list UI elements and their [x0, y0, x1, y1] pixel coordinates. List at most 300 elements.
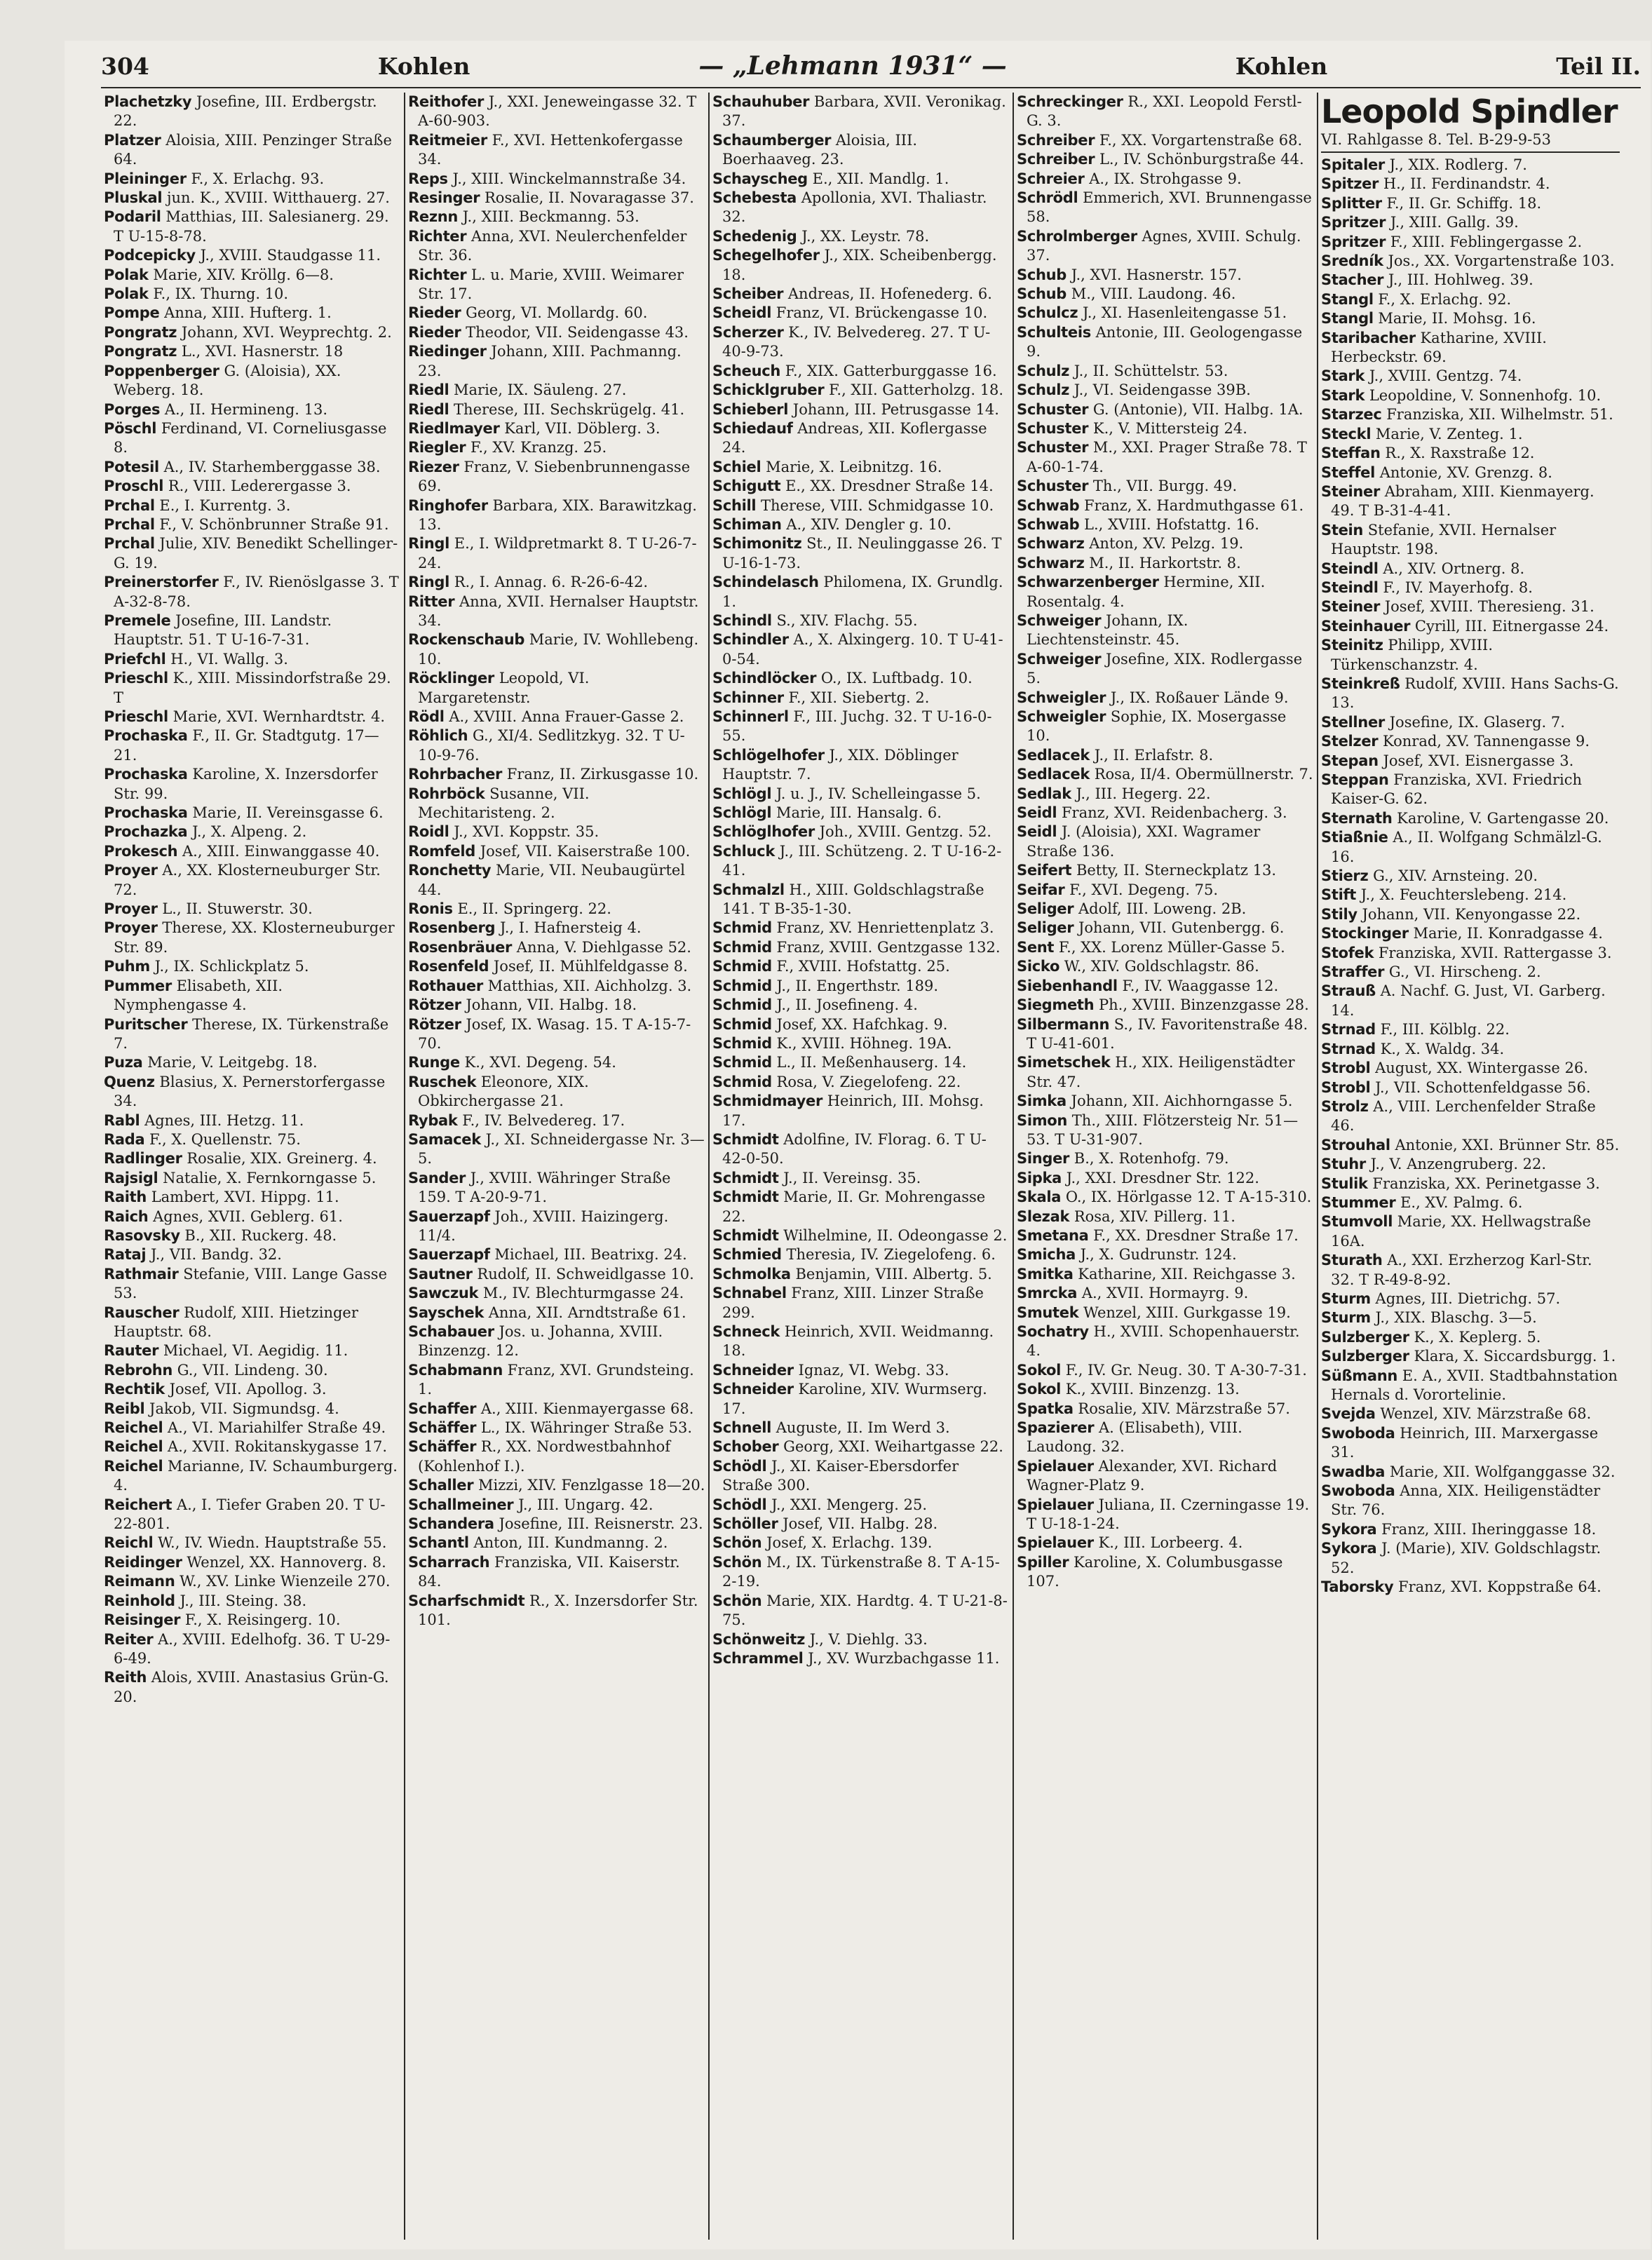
entry-details: Marie, XIV. Kröllg. 6—8.: [153, 266, 334, 283]
directory-entry: [104, 1053, 401, 1072]
directory-entry: [408, 381, 705, 400]
directory-entry: [1321, 233, 1620, 252]
directory-entry: [104, 458, 401, 477]
entry-surname: Smrcka: [1017, 1285, 1078, 1302]
entry-details: Philipp, XVIII. Türkenschanzstr. 4.: [1331, 637, 1494, 673]
directory-entry: [1321, 1020, 1620, 1039]
directory-entry: [408, 1073, 705, 1111]
directory-entry: [1321, 309, 1620, 328]
entry-details: Josef, VII. Apollog. 3.: [169, 1381, 327, 1398]
entry-details: Karoline, X. Inzersdorfer Str. 99.: [114, 766, 378, 802]
entry-surname: Schmidt: [712, 1189, 779, 1206]
entry-details: A., IX. Strohgasse 9.: [1089, 170, 1242, 187]
entry-surname: Seifert: [1017, 862, 1072, 879]
entry-surname: Schweigler: [1017, 708, 1106, 725]
entry-details: Hermine, XII. Rosentalg. 4.: [1027, 574, 1266, 610]
entry-details: W., XIV. Goldschlagstr. 86.: [1064, 958, 1259, 975]
directory-page: [65, 41, 1651, 2249]
directory-entry: [1017, 266, 1314, 285]
directory-entry: [104, 400, 401, 419]
directory-entry: [712, 534, 1010, 573]
entry-surname: Runge: [408, 1054, 460, 1071]
entry-surname: Ringl: [408, 535, 450, 553]
entry-surname: Reinhold: [104, 1592, 175, 1609]
entry-details: A., XVII. Hormayrg. 9.: [1081, 1285, 1249, 1302]
entry-surname: Schreier: [1017, 170, 1085, 187]
entry-surname: Ronchetty: [408, 862, 492, 879]
directory-entry: [408, 534, 705, 573]
entry-surname: Simka: [1017, 1092, 1067, 1110]
entry-surname: Pompe: [104, 304, 160, 322]
directory-entry: [1017, 785, 1314, 804]
directory-entry: [408, 861, 705, 900]
entry-surname: Strobl: [1321, 1060, 1371, 1077]
directory-entry: [408, 266, 705, 304]
directory-entry: [1321, 482, 1620, 521]
entry-surname: Sipka: [1017, 1169, 1062, 1186]
entry-details: F., III. Kölblg. 22.: [1380, 1021, 1510, 1038]
entry-surname: Schuster: [1017, 400, 1089, 418]
entry-surname: Röhlich: [408, 727, 468, 745]
directory-entry: [408, 342, 705, 381]
entry-details: Barbara, XVII. Veronikag. 37.: [722, 93, 1006, 130]
column-1: [101, 93, 405, 2240]
entry-details: Benjamin, VIII. Albertg. 5.: [795, 1265, 992, 1283]
directory-entry: [1321, 1520, 1620, 1539]
entry-surname: Reithofer: [408, 93, 485, 110]
entry-surname: Schallmeiner: [408, 1496, 514, 1513]
directory-entry: [1017, 304, 1314, 323]
entry-surname: Skala: [1017, 1189, 1062, 1206]
entry-surname: Schuster: [1017, 439, 1089, 456]
directory-entry: [1017, 804, 1314, 823]
entry-surname: Sicko: [1017, 958, 1060, 975]
column-5: [1318, 93, 1623, 2240]
directory-entry: [104, 419, 401, 458]
directory-entry: [1321, 1040, 1620, 1059]
directory-entry: [1321, 386, 1620, 405]
directory-entry: [1017, 1207, 1314, 1226]
entry-details: A. Nachf. G. Just, VI. Garberg. 14.: [1331, 982, 1606, 1019]
entry-details: E., I. Wildpretmarkt 8. T U-26-7-24.: [418, 535, 697, 571]
entry-details: Th., XIII. Flötzersteig Nr. 51—53. T U-31-907.: [1027, 1111, 1299, 1148]
entry-surname: Schmid: [712, 1054, 772, 1071]
entry-surname: Schimonitz: [712, 535, 802, 553]
directory-entry: [1017, 1322, 1314, 1361]
entry-details: L., II. Stuwerstr. 30.: [162, 900, 313, 918]
directory-entry: [712, 957, 1010, 976]
entry-details: B., X. Rotenhofg. 79.: [1074, 1150, 1229, 1168]
entry-surname: Rebrohn: [104, 1361, 173, 1379]
directory-entry: [1017, 534, 1314, 553]
directory-entry: [1017, 1169, 1314, 1188]
entry-surname: Sauerzapf: [408, 1246, 490, 1264]
directory-entry: [1321, 675, 1620, 713]
entry-details: Alexander, XVI. Richard Wagner-Platz 9.: [1027, 1457, 1278, 1494]
directory-entry: [1017, 919, 1314, 938]
entry-details: Antonie, XV. Grenzg. 8.: [1379, 463, 1552, 481]
entry-details: Karoline, X. Columbusgasse 107.: [1027, 1553, 1283, 1590]
center-running-title: — „Lehmann 1931“ —: [698, 51, 1007, 81]
directory-entry: [408, 1553, 705, 1592]
entry-details: Rosalie, XIV. Märzstraße 57.: [1078, 1400, 1290, 1417]
directory-entry: [104, 1169, 401, 1188]
entry-details: K., XVIII. Binzenzg. 13.: [1065, 1381, 1240, 1398]
entry-details: Julie, XIV. Benedikt Schellinger-G. 19.: [114, 535, 398, 571]
entry-surname: Starzec: [1321, 406, 1382, 424]
directory-entry: [1321, 425, 1620, 444]
entry-details: R., I. Annag. 6. R-26-6-42.: [454, 574, 649, 591]
directory-entry: [1321, 713, 1620, 732]
entry-details: H., II. Ferdinandstr. 4.: [1383, 175, 1550, 193]
directory-entry: [408, 1437, 705, 1476]
directory-entry: [104, 1437, 401, 1456]
entry-details: J., XVIII. Währinger Straße 159. T A-20-9-71.: [418, 1169, 671, 1206]
entry-surname: Schrödl: [1017, 189, 1078, 207]
entry-surname: Schaumberger: [712, 131, 832, 149]
entry-details: L., IX. Währinger Straße 53.: [480, 1419, 693, 1437]
entry-details: J., V. Anzengruberg. 22.: [1370, 1156, 1547, 1173]
entry-surname: Radlinger: [104, 1150, 182, 1168]
entry-details: Franz, XVIII. Gentzgasse 132.: [776, 938, 1001, 956]
directory-entry: [1321, 963, 1620, 982]
directory-entry: [104, 957, 401, 976]
entry-surname: Steindl: [1321, 578, 1379, 596]
directory-entry: [712, 419, 1010, 458]
entry-surname: Rödl: [408, 708, 445, 725]
entry-details: Antonie, III. Geologengasse 9.: [1027, 323, 1303, 360]
entry-details: K., XVI. Degeng. 54.: [464, 1054, 616, 1071]
entry-details: J., XIII. Beckmanng. 53.: [462, 208, 639, 226]
directory-entry: [1321, 194, 1620, 213]
entry-surname: Reichel: [104, 1419, 163, 1437]
column-4: [1014, 93, 1318, 2240]
entry-surname: Schödl: [712, 1457, 767, 1475]
directory-entry: [104, 1380, 401, 1399]
directory-entry: [712, 170, 1010, 189]
entry-details: Therese, IX. Türkenstraße 7.: [114, 1015, 389, 1052]
directory-entry: [712, 1437, 1010, 1456]
directory-entry: [1017, 1245, 1314, 1264]
entry-details: Anna, XVII. Hernalser Hauptstr. 34.: [418, 593, 699, 629]
entry-details: Rosalie, II. Novaragasse 37.: [484, 189, 694, 207]
entry-surname: Steinkreß: [1321, 675, 1400, 692]
entry-details: Adolfine, IV. Florag. 6. T U-42-0-50.: [722, 1130, 987, 1168]
directory-entry: [1321, 1155, 1620, 1174]
entry-surname: Rabl: [104, 1111, 140, 1129]
entry-details: F., XII. Siebertg. 2.: [788, 689, 930, 706]
entry-surname: Puritscher: [104, 1015, 188, 1033]
entry-surname: Splitter: [1321, 194, 1382, 212]
directory-entry: [712, 515, 1010, 534]
entry-surname: Schnabel: [712, 1285, 787, 1302]
entry-details: F., XVIII. Hofstattg. 25.: [776, 958, 950, 975]
entry-surname: Silbermann: [1017, 1015, 1110, 1033]
directory-entry: [408, 1130, 705, 1169]
entry-details: Josef, VII. Kaiserstraße 100.: [480, 842, 691, 860]
directory-entry: [1017, 419, 1314, 438]
entry-details: R., X. Inzersdorfer Str. 101.: [418, 1592, 698, 1629]
entry-surname: Priefchl: [104, 650, 166, 668]
entry-details: Susanne, VII. Mechitaristeng. 2.: [418, 785, 590, 822]
entry-surname: Schmidt: [712, 1226, 779, 1244]
directory-entry: [1017, 515, 1314, 534]
entry-surname: Schebesta: [712, 189, 797, 207]
entry-details: A., XIV. Ortnerg. 8.: [1383, 560, 1525, 577]
directory-entry: [712, 630, 1010, 669]
entry-surname: Schweiger: [1017, 650, 1102, 668]
entry-surname: Schwarz: [1017, 535, 1085, 553]
entry-details: K., IV. Belvedereg. 27. T U-40-9-73.: [722, 323, 991, 360]
entry-details: M., XXI. Prager Straße 78. T A-60-1-74.: [1027, 439, 1307, 475]
entry-surname: Schindlöcker: [712, 670, 817, 687]
entry-surname: Schnell: [712, 1419, 772, 1437]
entry-surname: Prokesch: [104, 842, 178, 860]
directory-entry: [104, 1073, 401, 1111]
entry-details: Josef, IX. Wasag. 15. T A-15-7-70.: [418, 1015, 691, 1052]
page-header: [101, 45, 1641, 88]
entry-surname: Schmid: [712, 919, 772, 937]
entry-surname: Rosenberg: [408, 919, 496, 937]
entry-surname: Schulz: [1017, 381, 1070, 399]
directory-entry: [1017, 170, 1314, 189]
entry-details: Johann, III. Petrusgasse 14.: [792, 400, 999, 418]
entry-details: A., II. Hermineng. 13.: [164, 400, 328, 418]
entry-surname: Stily: [1321, 905, 1358, 923]
entry-surname: Spitzer: [1321, 175, 1379, 193]
entry-surname: Riedlmayer: [408, 419, 500, 437]
directory-entry: [408, 227, 705, 266]
directory-entry: [712, 227, 1010, 246]
directory-entry: [408, 419, 705, 438]
entry-details: F., V. Schönbrunner Straße 91.: [159, 515, 389, 533]
directory-entry: [1017, 438, 1314, 477]
directory-entry: [408, 765, 705, 784]
entry-details: Andreas, XII. Koflergasse 24.: [722, 419, 987, 456]
entry-details: J., XIX. Scheibenbergg. 18.: [722, 247, 997, 283]
entry-details: J., VII. Bandg. 32.: [150, 1246, 282, 1264]
entry-details: G., VII. Lindeng. 30.: [177, 1361, 328, 1379]
entry-details: Philomena, IX. Grundlg. 1.: [722, 574, 1003, 610]
entry-details: Natalie, X. Fernkorngasse 5.: [163, 1169, 377, 1186]
entry-surname: Proyer: [104, 919, 158, 937]
directory-entry: [712, 938, 1010, 957]
directory-entry: [408, 573, 705, 592]
entry-details: J., XXI. Dresdner Str. 122.: [1066, 1169, 1259, 1186]
entry-surname: Schlögl: [712, 804, 772, 822]
entry-details: F., IV. Waaggasse 12.: [1122, 977, 1279, 994]
directory-entry: [712, 1496, 1010, 1515]
directory-entry: [104, 977, 401, 1015]
directory-entry: [104, 1668, 401, 1707]
entry-details: Agnes, III. Hetzg. 11.: [144, 1111, 304, 1129]
directory-entry: [1321, 156, 1620, 175]
entry-details: Johann, VII. Halbg. 18.: [466, 996, 637, 1014]
entry-details: L., XVI. Hasnerstr. 18: [181, 343, 344, 360]
entry-surname: Prochaska: [104, 727, 188, 745]
directory-entry: [1321, 1539, 1620, 1578]
entry-details: Rudolf, XVIII. Hans Sachs-G. 13.: [1331, 675, 1619, 712]
directory-entry: [1321, 1328, 1620, 1347]
entry-details: Cyrill, III. Eitnergasse 24.: [1414, 617, 1609, 635]
directory-entry: [1321, 213, 1620, 232]
entry-surname: Preinerstorfer: [104, 574, 219, 591]
entry-surname: Rybak: [408, 1111, 458, 1129]
entry-surname: Schön: [712, 1553, 762, 1571]
entry-details: J., XXI. Jeneweingasse 32. T A-60-903.: [418, 93, 697, 130]
entry-surname: Stangl: [1321, 290, 1374, 308]
entry-surname: Schayscheg: [712, 170, 808, 187]
entry-surname: Spritzer: [1321, 214, 1386, 231]
entry-details: Josef, VII. Halbg. 28.: [783, 1515, 938, 1533]
directory-entry: [1321, 771, 1620, 809]
entry-surname: Schulz: [1017, 362, 1070, 379]
entry-surname: Rockenschaub: [408, 631, 525, 649]
directory-entry: [1017, 150, 1314, 169]
directory-entry: [408, 208, 705, 226]
directory-entry: [712, 1130, 1010, 1169]
entry-details: Elisabeth, XII. Nymphengasse 4.: [114, 977, 283, 1014]
entry-details: Heinrich, XVII. Weidmanng. 18.: [722, 1323, 994, 1360]
directory-entry: [1017, 1380, 1314, 1399]
entry-details: F., XIX. Gatterburggasse 16.: [785, 362, 997, 379]
directory-entry: [104, 1130, 401, 1149]
directory-entry: [104, 1015, 401, 1054]
entry-surname: Riedl: [408, 400, 449, 418]
directory-entry: [104, 323, 401, 342]
entry-surname: Reiter: [104, 1630, 154, 1648]
directory-entry: [104, 189, 401, 208]
entry-surname: Strnad: [1321, 1040, 1376, 1057]
directory-entry: [712, 1419, 1010, 1437]
entry-surname: Taborsky: [1321, 1578, 1394, 1596]
entry-details: Franziska, XII. Wilhelmstr. 51.: [1386, 406, 1613, 424]
directory-entry: [408, 1265, 705, 1284]
entry-details: Marie, XII. Wolfganggasse 32.: [1389, 1463, 1616, 1480]
entry-details: J., XIII. Winckelmannstraße 34.: [452, 170, 686, 187]
entry-surname: Schabauer: [408, 1323, 494, 1340]
entry-surname: Steindl: [1321, 560, 1379, 577]
directory-entry: [1321, 1059, 1620, 1078]
entry-details: Marie, V. Leitgebg. 18.: [147, 1054, 318, 1071]
directory-entry: [104, 1245, 401, 1264]
entry-surname: Schmid: [712, 996, 772, 1014]
entry-details: K., XIII. Missindorfstraße 29. T: [114, 670, 391, 706]
column-2: [405, 93, 710, 2240]
entry-surname: Schober: [712, 1438, 779, 1456]
entry-details: J. (Aloisia), XXI. Wagramer Straße 136.: [1027, 823, 1261, 860]
entry-details: Andreas, II. Hofenederg. 6.: [787, 285, 992, 303]
entry-details: F., XIII. Feblingergasse 2.: [1390, 233, 1583, 250]
entry-details: R., VIII. Lederergasse 3.: [168, 478, 351, 495]
entry-details: Abraham, XIII. Kienmayerg. 49. T B-31-4-41.: [1331, 482, 1595, 520]
entry-surname: Sawczuk: [408, 1285, 479, 1302]
entry-surname: Stiaßnie: [1321, 829, 1388, 846]
entry-surname: Stumvoll: [1321, 1213, 1393, 1231]
directory-entry: [1017, 1304, 1314, 1322]
directory-entry: [1017, 381, 1314, 400]
entry-surname: Schub: [1017, 285, 1067, 303]
entry-details: Leopold, VI. Margaretenstr.: [418, 670, 590, 706]
entry-surname: Schindl: [712, 611, 772, 629]
entry-surname: Rajsigl: [104, 1169, 158, 1186]
entry-surname: Sedlak: [1017, 785, 1071, 802]
entry-surname: Schiedauf: [712, 419, 793, 437]
entry-details: F., XX. Vorgartenstraße 68.: [1099, 131, 1303, 149]
entry-details: A., IV. Starhemberggasse 38.: [163, 458, 381, 475]
directory-entry: [1017, 1111, 1314, 1150]
directory-entry: [104, 804, 401, 823]
directory-entry: [1321, 252, 1620, 271]
directory-entry: [1321, 367, 1620, 386]
directory-entry: [712, 1534, 1010, 1552]
entry-surname: Spazierer: [1017, 1419, 1095, 1437]
entry-details: L. u. Marie, XVIII. Weimarer Str. 17.: [418, 266, 684, 303]
entry-surname: Ritter: [408, 593, 455, 610]
entry-details: Anna, XVI. Neulerchenfelder Str. 36.: [418, 227, 687, 264]
entry-details: E., XII. Mandlg. 1.: [812, 170, 949, 187]
directory-entry: [408, 304, 705, 323]
directory-entry: [408, 977, 705, 996]
entry-details: O., IX. Hörlgasse 12. T A-15-310.: [1065, 1189, 1312, 1206]
advertisement-name: Leopold Spindler: [1321, 93, 1618, 130]
entry-details: H., XVIII. Schopenhauerstr. 4.: [1027, 1323, 1300, 1360]
entry-surname: Prochaska: [104, 766, 188, 783]
entry-surname: Sturm: [1321, 1290, 1371, 1307]
directory-entry: [104, 246, 401, 265]
entry-surname: Riedinger: [408, 343, 487, 360]
entry-surname: Roidl: [408, 823, 449, 841]
entry-surname: Reisinger: [104, 1611, 181, 1629]
entry-surname: Stangl: [1321, 310, 1374, 327]
entry-details: A., XXI. Erzherzog Karl-Str. 32. T R-49-8-92.: [1331, 1252, 1592, 1288]
entry-surname: Stummer: [1321, 1193, 1396, 1211]
entry-surname: Schindelasch: [712, 574, 819, 591]
entry-surname: Röcklinger: [408, 670, 494, 687]
entry-surname: Schlögelhofer: [712, 746, 825, 764]
entry-surname: Reichel: [104, 1457, 163, 1475]
directory-entry: [408, 957, 705, 976]
directory-entry: [408, 1207, 705, 1246]
entry-surname: Schmid: [712, 1073, 772, 1090]
entry-surname: Raich: [104, 1207, 149, 1225]
directory-entry: [1321, 1078, 1620, 1097]
part-label: Teil II.: [1556, 52, 1641, 80]
entry-surname: Schmalzl: [712, 881, 785, 898]
entry-details: Theresia, IV. Ziegelofeng. 6.: [786, 1246, 996, 1264]
entry-surname: Rasovsky: [104, 1226, 180, 1244]
entry-details: Karoline, XIV. Wurmserg. 17.: [722, 1381, 987, 1417]
directory-entry: [1017, 708, 1314, 746]
entry-surname: Staribacher: [1321, 329, 1416, 346]
entry-surname: Schmidmayer: [712, 1092, 823, 1110]
entry-details: Eleonore, XIX. Obkirchergasse 21.: [418, 1073, 589, 1110]
entry-details: J., XIX. Rodlerg. 7.: [1389, 156, 1527, 173]
directory-entry: [1321, 1175, 1620, 1193]
entry-surname: Poppenberger: [104, 362, 219, 379]
entry-details: Josefine, XIX. Rodlergasse 5.: [1027, 650, 1303, 687]
directory-entry: [1321, 828, 1620, 867]
entry-details: Michael, III. Beatrixg. 24.: [494, 1246, 687, 1264]
entry-details: Marie, VII. Neubaugürtel 44.: [418, 862, 686, 898]
entry-surname: Scherzer: [712, 323, 784, 341]
entry-surname: Proyer: [104, 862, 158, 879]
directory-entry: [408, 1304, 705, 1322]
directory-entry: [712, 746, 1010, 785]
right-running-title: Kohlen: [1235, 52, 1328, 80]
entry-details: A., II. Wolfgang Schmälzl-G. 16.: [1331, 829, 1602, 865]
entry-details: Johann, XIII. Pachmanng. 23.: [418, 343, 682, 379]
